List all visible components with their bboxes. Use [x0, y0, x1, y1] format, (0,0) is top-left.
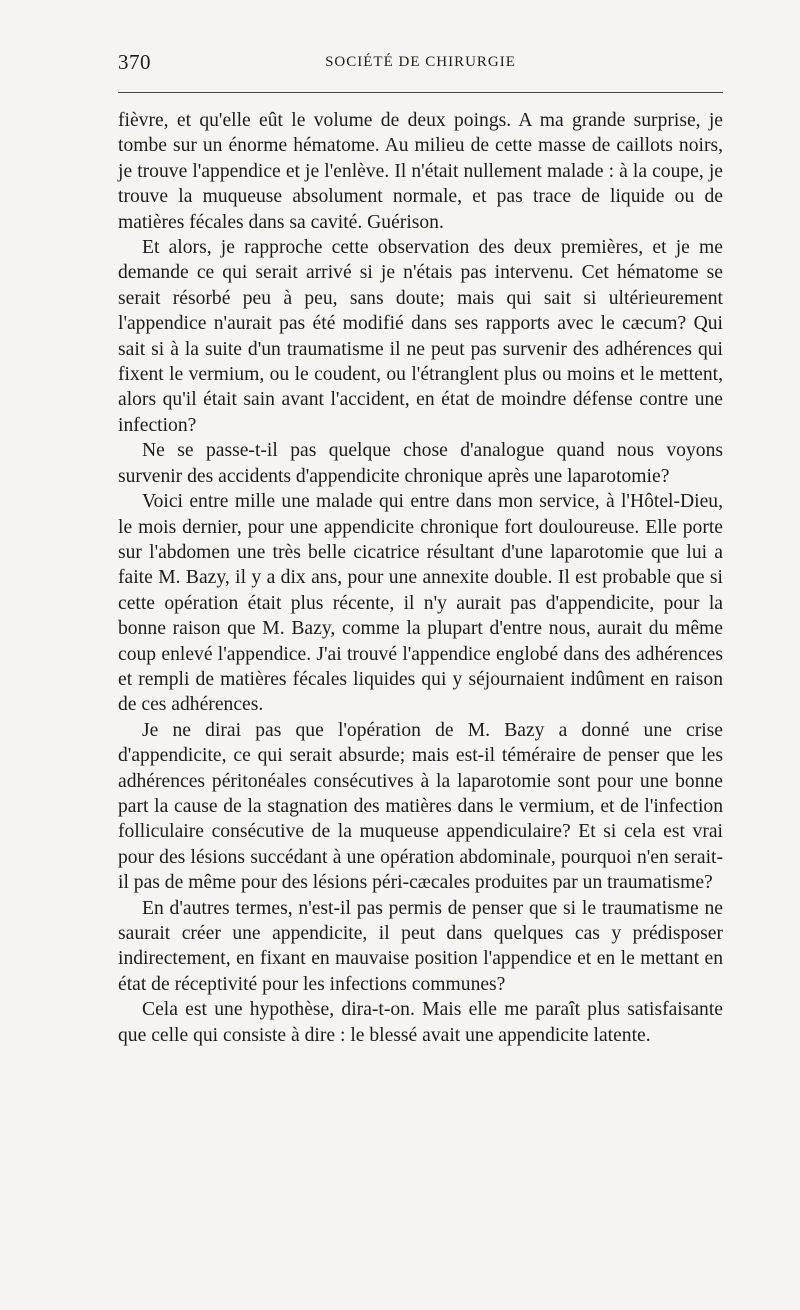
paragraph-continued: fièvre, et qu'elle eût le volume de deux poings. A ma grande surprise, je tombe sur un énorme hématome. Au milieu de cette masse de caillots noirs, je trouve l'appendice et je l'enlève. Il n'était nullement malade : à la coupe, je trouve la muqueuse absolument normale, et pas trace de liquide ou de matières fécales dans sa cavité. Guérison. — [118, 110, 723, 233]
paragraph: Voici entre mille une malade qui entre dans mon service, à l'Hôtel-Dieu, le mois dernier, pour une appendicite chronique fort douloureuse. Elle porte sur l'abdomen une très belle cicatrice résultant d'une laparotomie que lui a faite M. Bazy, il y a dix ans, pour une annexite double. Il est probable que si cette opération était plus récente, il n'y aurait pas d'appendicite, pour la bonne raison que M. Bazy, comme la plupart d'entre nous, aurait du même coup enlevé l'appendice. J'ai trouvé l'appendice englobé dans des adhérences et rempli de matières fécales liquides qui y séjournaient indûment en raison de ces adhérences. — [118, 491, 723, 716]
page-number: 370 — [118, 50, 151, 74]
running-head — [118, 50, 723, 74]
paragraph: Cela est une hypothèse, dira-t-on. Mais elle me paraît plus satisfaisante que celle qui consiste à dire : le blessé avait une appendicite latente. — [118, 999, 723, 1046]
body-text — [118, 108, 723, 1048]
paragraph: En d'autres termes, n'est-il pas permis de penser que si le traumatisme ne saurait créer une appendicite, il peut dans quelques cas y prédisposer indirectement, en fixant en mauvaise position l'appendice et en le mettant en état de réceptivité pour les infections communes? — [118, 897, 723, 995]
running-title: SOCIÉTÉ DE CHIRURGIE — [325, 54, 516, 70]
paragraph: Je ne dirai pas que l'opération de M. Bazy a donné une crise d'appendicite, ce qui serait absurde; mais est-il téméraire de penser que les adhérences péritonéales consécutives à la laparotomie sont pour une bonne part la cause de la stagnation des matières dans le vermium, et de l'infection folliculaire consécutive de la muqueuse appendiculaire? Et si cela est vrai pour des lésions succédant à une opération abdominale, pourquoi n'en serait-il pas de même pour des lésions péri-cæcales produites par un traumatisme? — [118, 719, 723, 894]
header-rule — [118, 92, 723, 93]
paragraph: Ne se passe-t-il pas quelque chose d'analogue quand nous voyons survenir des accidents d'appendicite chronique après une laparotomie? — [118, 440, 723, 487]
paragraph: Et alors, je rapproche cette observation des deux premières, et je me demande ce qui serait arrivé si je n'étais pas intervenu. Cet hématome se serait résorbé peu à peu, sans doute; mais qui sait si ultérieurement l'appendice n'aurait pas été modifié dans ses rapports avec le cæcum? Qui sait si à la suite d'un traumatisme il ne peut pas survenir des adhérences qui fixent le vermium, ou le coudent, ou l'étranglent plus ou moins et le mettent, alors qu'il était sain avant l'accident, en état de moindre défense contre une infection? — [118, 237, 723, 436]
